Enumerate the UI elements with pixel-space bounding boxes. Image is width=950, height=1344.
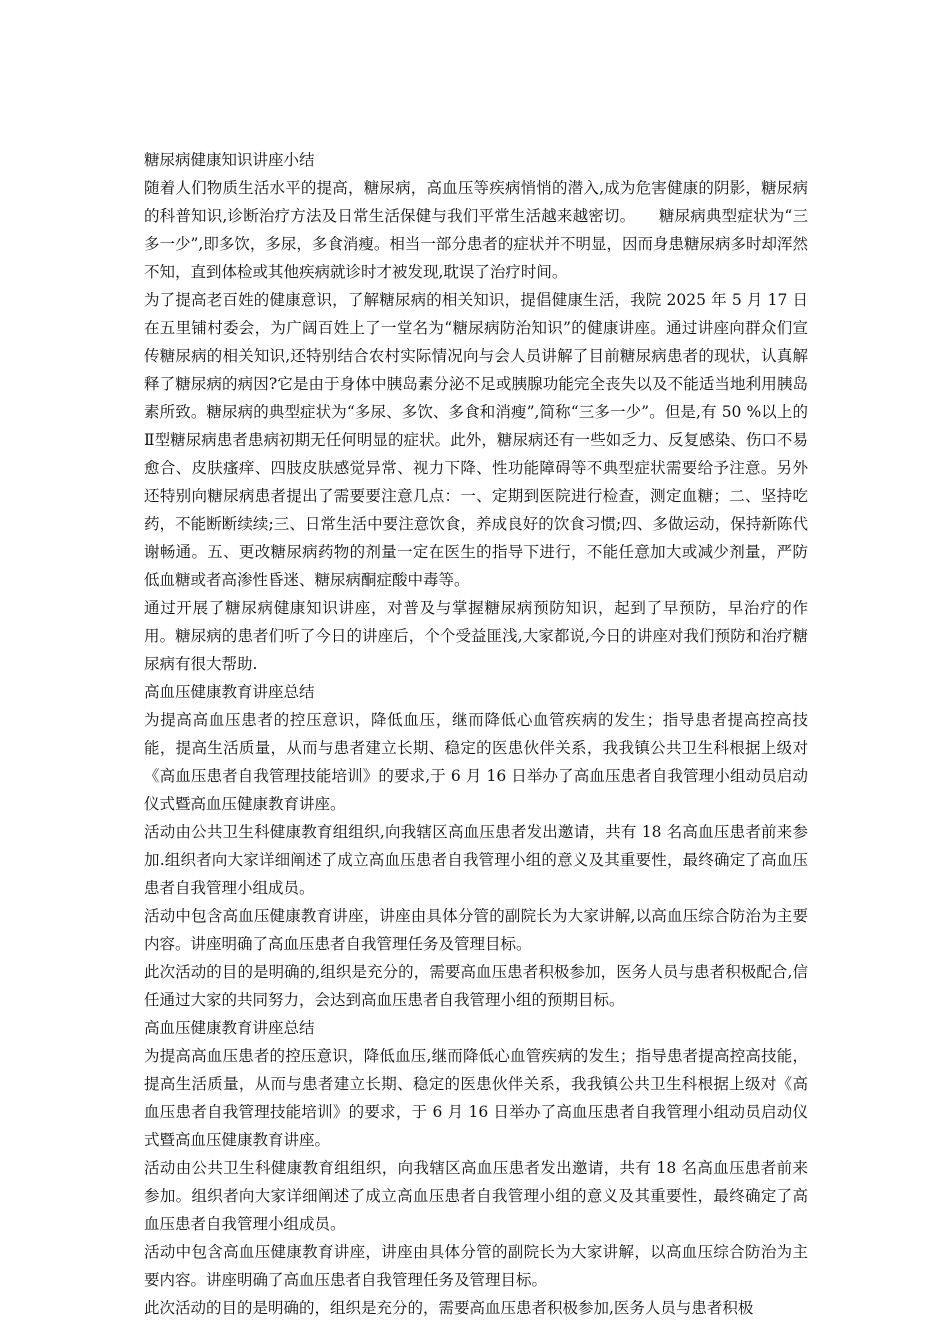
- section-title-diabetes: 糖尿病健康知识讲座小结: [144, 151, 315, 169]
- paragraph: 活动中包含高血压健康教育讲座，讲座由具体分管的副院长为大家讲解,以高血压综合防治为主要内容。讲座明确了高血压患者自我管理任务及管理目标。: [144, 907, 808, 953]
- section-title-hypertension-repeat: 高血压健康教育讲座总结: [144, 1019, 315, 1037]
- paragraph: 为了提高老百姓的健康意识，了解糖尿病的相关知识，提倡健康生活，我院 2025 年 5 月 17 日在五里铺村委会，为广阔百姓上了一堂名为“糖尿病防治知识”的健康讲座。通过讲座向群众们宣传糖尿病的相关知识,还特别结合农村实际情况向与会人员讲解了目前糖尿病患者的现状，认真解释了糖尿病的病因?它是由于身体中胰岛素分泌不足或胰腺功能完全丧失以及不能适当地利用胰岛素所致。糖尿病的典型症状为“多尿、多饮、多食和消瘦”,简称“三多一少”。但是,有 50 %以上的Ⅱ型糖尿病患者患病初期无任何明显的症状。此外，糖尿病还有一些如乏力、反复感染、伤口不易愈合、皮肤瘙痒、四肢皮肤感觉异常、视力下降、性功能障碍等不典型症状需要给予注意。另外还特别向糖尿病患者提出了需要要注意几点：一、定期到医院进行检查，测定血糖；二、坚持吃药，不能断断续续;三、日常生活中要注意饮食，养成良好的饮食习惯;四、多做运动，保持新陈代谢畅通。五、更改糖尿病药物的剂量一定在医生的指导下进行，不能任意加大或减少剂量，严防低血糖或者高渗性昏迷、糖尿病酮症酸中毒等。: [144, 291, 808, 589]
- document-page: [144, 146, 808, 1322]
- paragraph: 此次活动的目的是明确的,组织是充分的，需要高血压患者积极参加，医务人员与患者积极配合,信任通过大家的共同努力，会达到高血压患者自我管理小组的预期目标。: [144, 963, 808, 1009]
- paragraph: 活动中包含高血压健康教育讲座，讲座由具体分管的副院长为大家讲解，以高血压综合防治为主要内容。讲座明确了高血压患者自我管理任务及管理目标。: [144, 1243, 808, 1289]
- section-title-hypertension: 高血压健康教育讲座总结: [144, 683, 315, 701]
- paragraph: 通过开展了糖尿病健康知识讲座，对普及与掌握糖尿病预防知识，起到了早预防，早治疗的作用。糖尿病的患者们听了今日的讲座后，个个受益匪浅,大家都说,今日的讲座对我们预防和治疗糖尿病有很大帮助.: [144, 599, 808, 673]
- paragraph: 此次活动的目的是明确的，组织是充分的，需要高血压患者积极参加,医务人员与患者积极: [144, 1299, 754, 1317]
- paragraph: 随着人们物质生活水平的提高，糖尿病，高血压等疾病悄悄的潜入,成为危害健康的阴影，糖尿病的科普知识,诊断治疗方法及日常生活保健与我们平常生活越来越密切。 糖尿病典型症状为“三多一少”,即多饮，多尿，多食消瘦。相当一部分患者的症状并不明显，因而身患糖尿病多时却浑然不知，直到体检或其他疾病就诊时才被发现,耽误了治疗时间。: [144, 179, 808, 281]
- paragraph: 为提高高血压患者的控压意识，降低血压,继而降低心血管疾病的发生；指导患者提高控高技能，提高生活质量，从而与患者建立长期、稳定的医患伙伴关系，我我镇公共卫生科根据上级对《高血压患者自我管理技能培训》的要求，于 6 月 16 日举办了高血压患者自我管理小组动员启动仪式暨高血压健康教育讲座。: [144, 1047, 808, 1149]
- paragraph: 活动由公共卫生科健康教育组组织，向我辖区高血压患者发出邀请，共有 18 名高血压患者前来参加。组织者向大家详细阐述了成立高血压患者自我管理小组的意义及其重要性，最终确定了高血压患者自我管理小组成员。: [144, 1159, 808, 1233]
- paragraph: 为提高高血压患者的控压意识，降低血压，继而降低心血管疾病的发生；指导患者提高控高技能，提高生活质量，从而与患者建立长期、稳定的医患伙伴关系，我我镇公共卫生科根据上级对《高血压患者自我管理技能培训》的要求,于 6 月 16 日举办了高血压患者自我管理小组动员启动仪式暨高血压健康教育讲座。: [144, 711, 808, 813]
- paragraph: 活动由公共卫生科健康教育组组织,向我辖区高血压患者发出邀请，共有 18 名高血压患者前来参加.组织者向大家详细阐述了成立高血压患者自我管理小组的意义及其重要性，最终确定了高血压患者自我管理小组成员。: [144, 823, 808, 897]
